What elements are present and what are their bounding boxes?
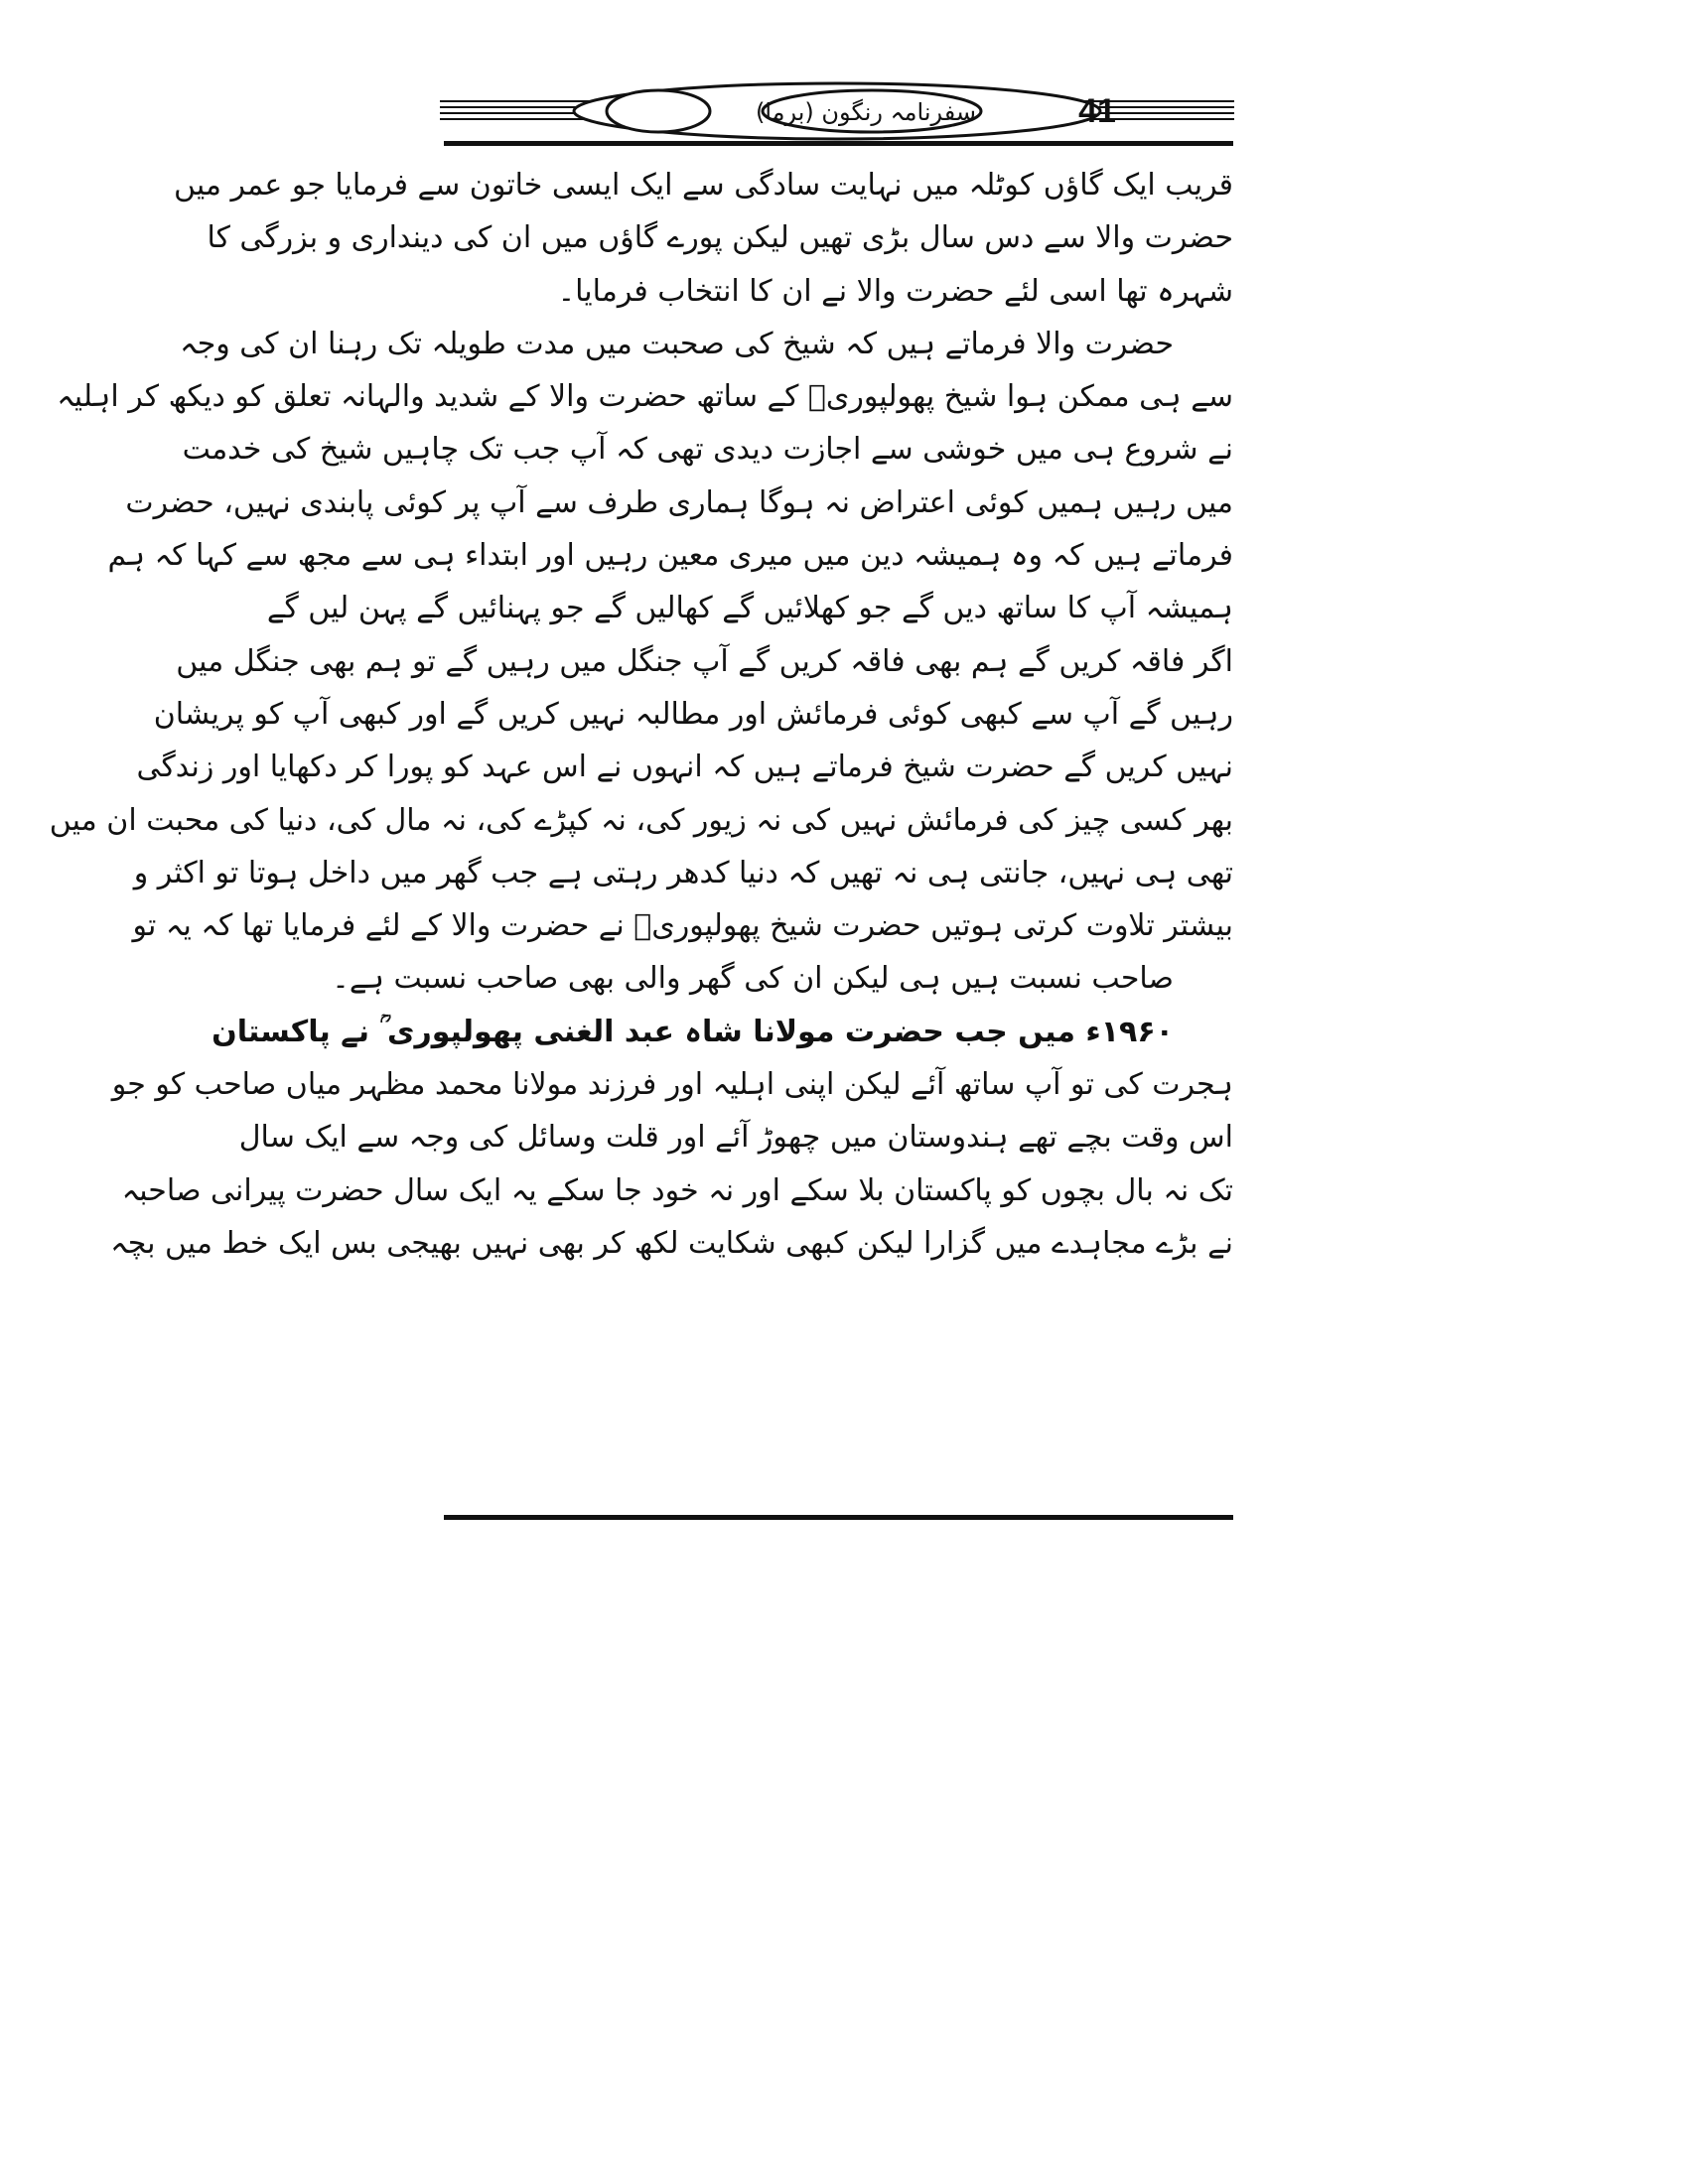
text-line: ہمیشہ آپ کا ساتھ دیں گے جو کھلائیں گے کھالیں گے جو پہنائیں گے پہن لیں گے — [266, 591, 1233, 626]
text-line: اگر فاقہ کریں گے ہم بھی فاقہ کریں گے آپ جنگل میں رہیں گے تو ہم بھی جنگل میں — [176, 643, 1233, 679]
text-line: صاحب نسبت ہیں ہی لیکن ان کی گھر والی بھی صاحب نسبت ہے۔ — [332, 961, 1174, 997]
text-line: ۱۹۶۰ء میں جب حضرت مولانا شاہ عبد الغنی پھولپوری ؒ نے پاکستان — [211, 1014, 1174, 1049]
text-line: فرماتے ہیں کہ وہ ہمیشہ دین میں میری معین رہیں اور ابتداء ہی سے مجھ سے کہا کہ ہم — [107, 538, 1233, 574]
footer-divider — [444, 1515, 1233, 1520]
text-line: نے شروع ہی میں خوشی سے اجازت دیدی تھی کہ آپ جب تک چاہیں شیخ کی خدمت — [182, 432, 1233, 468]
body-text — [49, 159, 1233, 1270]
text-line: شہرہ تھا اسی لئے حضرت والا نے ان کا انتخاب فرمایا۔ — [557, 273, 1233, 309]
text-line: ہجرت کی تو آپ ساتھ آئے لیکن اپنی اہلیہ اور فرزند مولانا محمد مظہر میاں صاحب کو جو — [111, 1067, 1233, 1103]
text-line: نہیں کریں گے حضرت شیخ فرماتے ہیں کہ انہوں نے اس عہد کو پورا کر دکھایا اور زندگی — [136, 750, 1233, 785]
book-title: سفرنامہ رنگون (برما) — [755, 98, 976, 126]
header-divider — [444, 141, 1233, 146]
page-number: 41 — [1078, 92, 1116, 130]
text-line: رہیں گے آپ سے کبھی کوئی فرمائش اور مطالبہ نہیں کریں گے اور کبھی آپ کو پریشان — [153, 696, 1233, 732]
text-line: سے ہی ممکن ہوا شیخ پھولپوریؒ کے ساتھ حضرت والا کے شدید والہانہ تعلق کو دیکھ کر اہلیہ — [57, 379, 1233, 415]
text-line: تک نہ بال بچوں کو پاکستان بلا سکے اور نہ خود جا سکے یہ ایک سال حضرت پیرانی صاحبہ — [121, 1172, 1233, 1208]
text-line: تھی ہی نہیں، جانتی ہی نہ تھیں کہ دنیا کدھر رہتی ہے جب گھر میں داخل ہوتا تو اکثر و — [133, 855, 1233, 890]
text-line: بیشتر تلاوت کرتی ہوتیں حضرت شیخ پھولپوریؒ نے حضرت والا کے لئے فرمایا تھا کہ یہ تو — [132, 908, 1233, 944]
text-line: اس وقت بچے تھے ہندوستان میں چھوڑ آئے اور قلت وسائل کی وجہ سے ایک سال — [238, 1120, 1233, 1156]
text-line: حضرت والا سے دس سال بڑی تھیں لیکن پورے گاؤں میں ان کی دینداری و بزرگی کا — [207, 220, 1233, 256]
text-line: بھر کسی چیز کی فرمائش نہیں کی نہ زیور کی، نہ کپڑے کی، نہ مال کی، دنیا کی محبت ان میں — [49, 802, 1233, 838]
text-line: حضرت والا فرماتے ہیں کہ شیخ کی صحبت میں مدت طویلہ تک رہنا ان کی وجہ — [180, 326, 1174, 361]
text-line: میں رہیں ہمیں کوئی اعتراض نہ ہوگا ہماری طرف سے آپ پر کوئی پابندی نہیں، حضرت — [125, 484, 1233, 520]
text-line: قریب ایک گاؤں کوٹلہ میں نہایت سادگی سے ایک ایسی خاتون سے فرمایا جو عمر میں — [174, 168, 1233, 203]
text-line: نے بڑے مجاہدے میں گزارا لیکن کبھی شکایت لکھ کر بھی نہیں بھیجی بس ایک خط میں بچہ — [110, 1225, 1233, 1261]
